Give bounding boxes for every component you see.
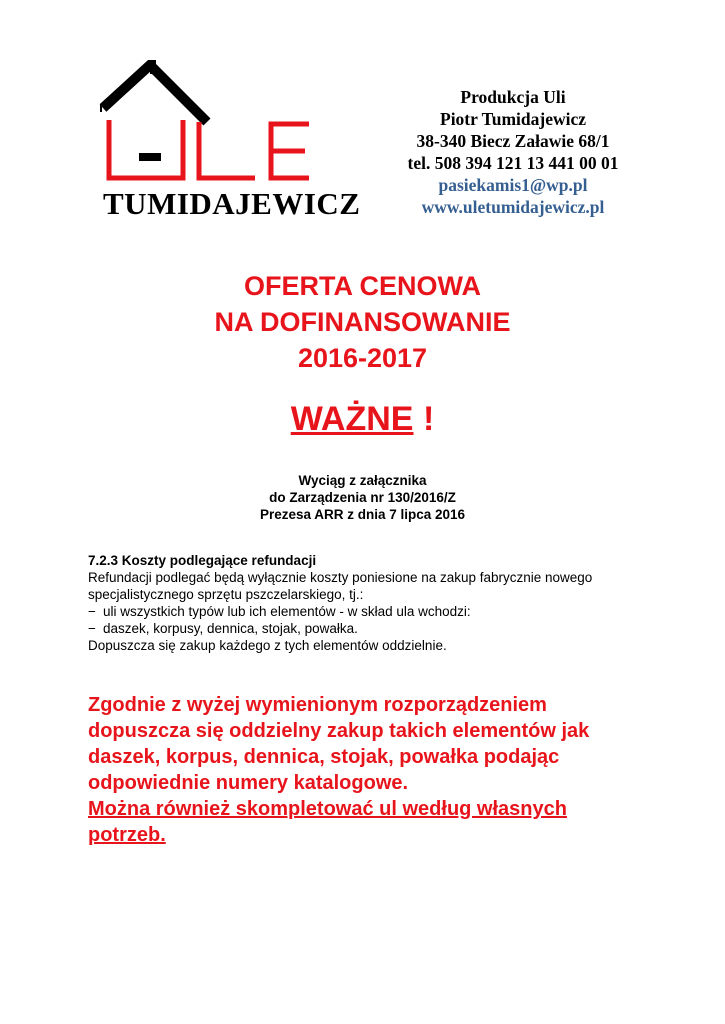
bullet-dash: − — [88, 604, 96, 619]
section-heading: 7.2.3 Koszty podlegające refundacji — [88, 553, 317, 568]
note-line3: daszek, korpus, dennica, stojak, powałka podając — [88, 746, 560, 768]
red-note — [88, 692, 688, 848]
note-line2: dopuszcza się oddzielny zakup takich elementów jak — [88, 720, 590, 742]
offer-title-line1: OFERTA CENOWA — [244, 271, 481, 301]
important-mark: ! — [413, 400, 435, 438]
excerpt-line2: do Zarządzenia nr 130/2016/Z — [269, 490, 456, 505]
bullet-text-2: daszek, korpusy, dennica, stojak, powałka. — [103, 621, 358, 636]
contact-email-link[interactable]: pasiekamis1@wp.pl — [438, 175, 588, 195]
logo-text: TUMIDAJEWICZ — [103, 186, 361, 221]
offer-title-line3: 2016-2017 — [297, 343, 428, 373]
section-para-line1: Refundacji podlegać będą wyłącznie koszty poniesione na zakup fabrycznie nowego — [88, 570, 593, 585]
section-closing: Dopuszcza się zakup każdego z tych elementów oddzielnie. — [88, 638, 447, 653]
excerpt-block — [0, 472, 725, 523]
note-line5: Można również skompletować ul według własnych — [88, 798, 567, 820]
contact-line-owner: Piotr Tumidajewicz — [440, 109, 586, 129]
bullet-text-1: uli wszystkich typów lub ich elementów - w skład ula wchodzi: — [103, 604, 471, 619]
logo-dash-icon — [139, 153, 161, 161]
contact-block — [378, 86, 648, 218]
list-item — [88, 603, 668, 620]
logo-letter-u-icon — [109, 120, 183, 178]
regulation-section — [88, 552, 668, 654]
logo-letter-e-icon — [271, 124, 309, 178]
contact-website-link[interactable]: www.uletumidajewicz.pl — [421, 197, 605, 217]
contact-line-phone: tel. 508 394 121 13 441 00 01 — [407, 153, 619, 173]
section-para-line2: specjalistycznego sprzętu pszczelarskiego, tj.: — [88, 587, 364, 602]
note-line1: Zgodnie z wyżej wymienionym rozporządzeniem — [88, 694, 547, 716]
contact-line-address: 38-340 Biecz Załawie 68/1 — [416, 131, 610, 151]
offer-title-line2: NA DOFINANSOWANIE — [214, 307, 511, 337]
note-line4: odpowiednie numery katalogowe. — [88, 772, 409, 794]
contact-line-company: Produkcja Uli — [460, 87, 566, 107]
list-item — [88, 620, 668, 637]
excerpt-line3: Prezesa ARR z dnia 7 lipca 2016 — [259, 507, 466, 522]
note-line6: potrzeb. — [88, 824, 166, 846]
bullet-dash: − — [88, 621, 96, 636]
excerpt-line1: Wyciąg z załącznika — [298, 473, 427, 488]
important-heading — [0, 400, 725, 439]
important-word: WAŻNE — [290, 400, 414, 438]
offer-title — [0, 268, 725, 376]
logo-letter-l-icon — [199, 122, 255, 178]
